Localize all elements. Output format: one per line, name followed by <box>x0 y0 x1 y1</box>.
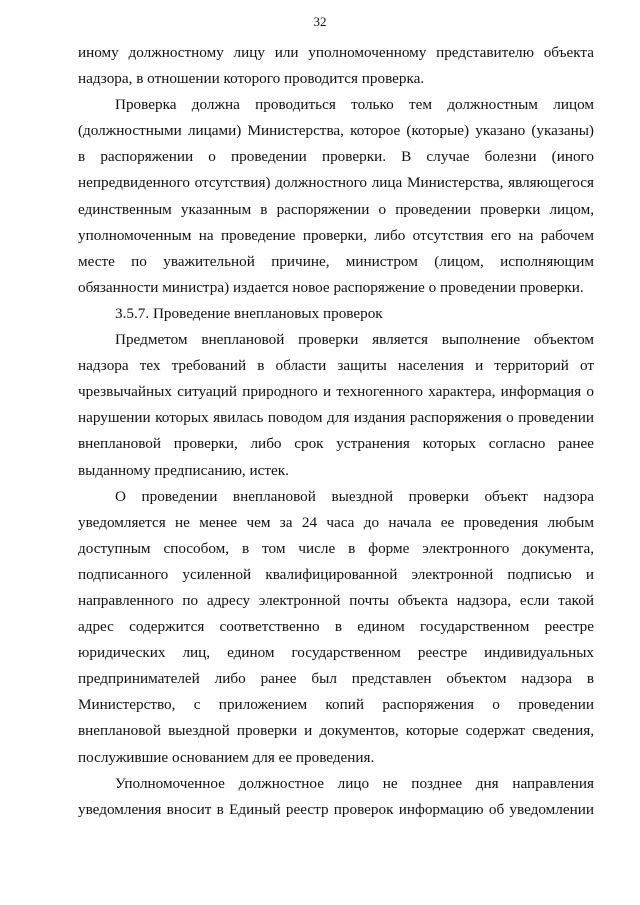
paragraph-inspection-subject <box>78 327 594 484</box>
text-line: доступным способом, в том числе в форме электронного документа, <box>78 539 594 557</box>
page-number: 32 <box>313 14 327 29</box>
text-line: Уполномоченное должностное лицо не позднее дня направления <box>115 774 594 792</box>
text-line: уведомления вносит в Единый реестр проверок информацию об уведомлении <box>78 800 594 818</box>
paragraph-registry-entry <box>78 771 594 823</box>
text-line: Министерство, с приложением копий распоряжения о проведении <box>78 696 594 714</box>
paragraph-notification <box>78 484 594 771</box>
text-line: юридических лиц, едином государственном реестре индивидуальных <box>78 644 594 662</box>
text-line: надзора, в отношении которого проводится проверка. <box>78 70 425 88</box>
text-line: послужившие основанием для ее проведения. <box>78 748 375 766</box>
document-body <box>78 40 594 823</box>
text-line: иному должностному лицу или уполномоченному представителю объекта <box>78 44 594 61</box>
text-line: непредвиденного отсутствия) должностного лица Министерства, являющегося <box>78 174 594 192</box>
text-line: адрес содержится соответственно в едином государственном реестре <box>78 618 594 636</box>
text-line: единственным указанным в распоряжении о проведении проверки лицом, <box>78 200 594 218</box>
text-line: нарушении которых явилась поводом для издания распоряжения о проведении <box>78 409 594 427</box>
text-line: предпринимателей либо ранее был представлен объектом надзора в <box>78 670 594 688</box>
text-line: обязанности министра) издается новое распоряжение о проведении проверки. <box>78 278 584 296</box>
text-line: внеплановой выездной проверки и документов, которые содержат сведения, <box>78 722 594 740</box>
text-line: уведомляется не менее чем за 24 часа до начала ее проведения любым <box>78 513 594 531</box>
text-line: О проведении внеплановой выездной проверки объект надзора <box>115 487 594 505</box>
text-line: (должностными лицами) Министерства, которое (которые) указано (указаны) <box>78 122 594 140</box>
text-line: выданному предписанию, истек. <box>78 461 289 479</box>
text-line: Предметом внеплановой проверки является выполнение объектом <box>115 331 594 349</box>
text-line: направленного по адресу электронной почты объекта надзора, если такой <box>78 591 594 609</box>
text-line: в распоряжении о проведении проверки. В случае болезни (иного <box>78 148 594 166</box>
section-title: 3.5.7. Проведение внеплановых проверок <box>115 304 383 322</box>
text-line: Проверка должна проводиться только тем должностным лицом <box>115 96 594 114</box>
text-line: месте по уважительной причине, министром (лицом, исполняющим <box>78 252 594 270</box>
text-line: надзора тех требований в области защиты населения и территорий от <box>78 357 594 375</box>
section-heading <box>78 301 594 327</box>
text-line: чрезвычайных ситуаций природного и техногенного характера, информация о <box>78 383 594 401</box>
text-line: уполномоченным на проведение проверки, либо отсутствия его на рабочем <box>78 226 594 244</box>
paragraph-continuation <box>78 40 594 92</box>
text-line: внеплановой проверки, либо срок устранения которых согласно ранее <box>78 435 594 453</box>
paragraph-inspector-replacement <box>78 92 594 301</box>
text-line: подписанного усиленной квалифицированной электронной подписью и <box>78 565 594 583</box>
